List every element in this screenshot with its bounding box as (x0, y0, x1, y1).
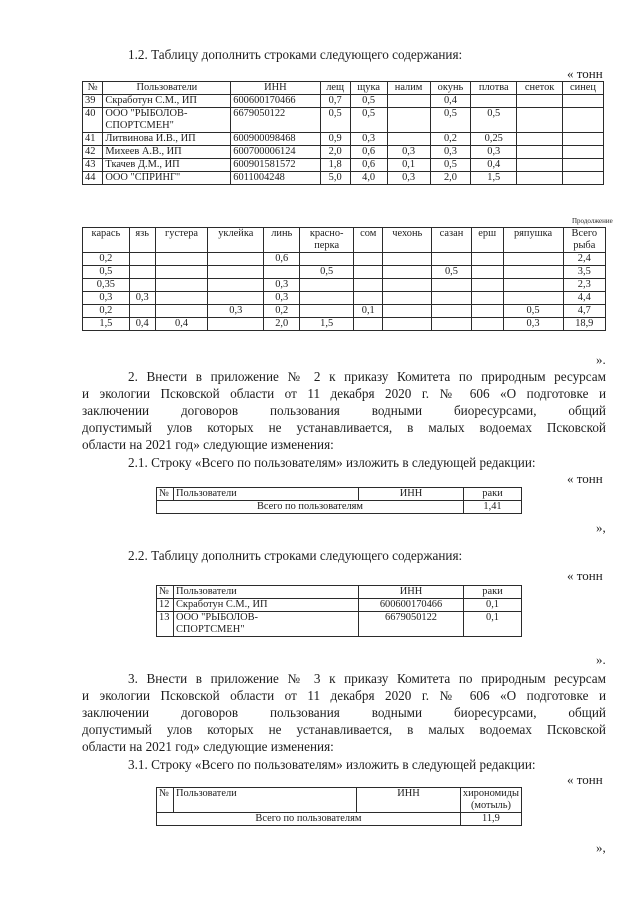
section-heading: 1.2. Таблицу дополнить строками следующего содержания: (128, 47, 463, 62)
table-cell (383, 305, 432, 318)
paragraph-line: допустимый улов которых не устанавливается, в малых водоемах Псковской (82, 420, 606, 435)
table-cell: 1,5 (300, 318, 354, 331)
table-row (83, 253, 606, 266)
table-cell: 42 (83, 146, 103, 159)
table-cell: 13 (157, 612, 174, 637)
table-cell (129, 279, 155, 292)
table-cell (354, 253, 383, 266)
table-cell: 0,5 (320, 108, 350, 133)
column-header: окунь (430, 82, 471, 95)
table-cell (300, 305, 354, 318)
table-cell (383, 292, 432, 305)
table-row (83, 133, 604, 146)
th-value: хирономиды (мотыль) (460, 788, 521, 813)
table-cell (129, 253, 155, 266)
table-cell: 600901581572 (231, 159, 320, 172)
table-cell: 43 (83, 159, 103, 172)
table-cell: 0,3 (387, 146, 430, 159)
table-cell: 0,5 (300, 266, 354, 279)
table-cell (208, 266, 264, 279)
table-cell (471, 279, 503, 292)
th-value: раки (464, 488, 522, 501)
table-cell: 2,0 (320, 146, 350, 159)
table-cell: Ткачев Д.М., ИП (103, 159, 231, 172)
column-header: язь (129, 228, 155, 253)
table-cell (432, 279, 472, 292)
table-cell: 0,1 (464, 599, 522, 612)
table-cell: 4,4 (563, 292, 605, 305)
table-cell (155, 305, 208, 318)
total-label: Всего по пользователям (157, 813, 461, 826)
table-cell (155, 253, 208, 266)
table-cell: 600900098468 (231, 133, 320, 146)
table-cell: 0,5 (83, 266, 130, 279)
table-cell (517, 95, 563, 108)
th-inn: ИНН (357, 788, 461, 813)
table-cell (432, 292, 472, 305)
table-cell (503, 292, 563, 305)
table-cell (432, 305, 472, 318)
table-cell: 0,2 (430, 133, 471, 146)
table-row (83, 279, 606, 292)
table-cell (562, 133, 603, 146)
table-row (83, 159, 604, 172)
table-cell: 0,5 (430, 108, 471, 133)
table-cell: 1,8 (320, 159, 350, 172)
section-heading: 2.2. Таблицу дополнить строками следующего содержания: (128, 548, 463, 563)
table-cell (383, 253, 432, 266)
th-users: Пользователи (174, 488, 359, 501)
table-cell: Литвинова И.В., ИП (103, 133, 231, 146)
table-cell: 1,5 (471, 172, 517, 185)
table-cell (354, 266, 383, 279)
table-cell: 0,4 (471, 159, 517, 172)
table-cell (517, 108, 563, 133)
quote-end: ». (596, 652, 606, 667)
table-cell (354, 318, 383, 331)
quote-end: ». (596, 352, 606, 367)
table-cell: 0,4 (430, 95, 471, 108)
table-row (83, 318, 606, 331)
th-no: № (157, 788, 174, 813)
table-cell: 0,3 (387, 172, 430, 185)
table-cell (503, 253, 563, 266)
column-header: красно- перка (300, 228, 354, 253)
table-cell (264, 266, 300, 279)
unit-label: « тонн (567, 772, 603, 787)
table-cell (471, 266, 503, 279)
paragraph-line: и экологии Псковской области от 11 декабря 2020 г. № 606 «О подготовке и (82, 386, 606, 401)
table-cell: 0,2 (83, 253, 130, 266)
column-header: ерш (471, 228, 503, 253)
paragraph-line: допустимый улов которых не устанавливается, в малых водоемах Псковской (82, 722, 606, 737)
table-cell (208, 279, 264, 292)
fish-table-part-b (82, 227, 606, 331)
table-cell: 0,5 (350, 95, 387, 108)
table-cell (471, 318, 503, 331)
table-cell: 0,3 (503, 318, 563, 331)
table-cell: 0,9 (320, 133, 350, 146)
table-cell: 0,5 (430, 159, 471, 172)
table-2-2 (156, 585, 522, 637)
column-header: карась (83, 228, 130, 253)
table-cell (300, 279, 354, 292)
th-inn: ИНН (359, 488, 464, 501)
table-row (157, 599, 522, 612)
paragraph-line: 3. Внести в приложение № 3 к приказу Комитета по природным ресурсам (128, 671, 606, 686)
table-cell (208, 292, 264, 305)
table-cell: 0,5 (350, 108, 387, 133)
paragraph-line: и экологии Псковской области от 11 декабря 2020 г. № 606 «О подготовке и (82, 688, 606, 703)
table-cell: 600700006124 (231, 146, 320, 159)
table-3-1 (156, 787, 522, 826)
table-row (157, 612, 522, 637)
table-row (83, 266, 606, 279)
table-cell (129, 305, 155, 318)
table-row (83, 172, 604, 185)
table-cell: ООО "СПРИНГ" (103, 172, 231, 185)
column-header: ИНН (359, 586, 464, 599)
table-cell (208, 318, 264, 331)
table-cell (562, 146, 603, 159)
table-cell (387, 95, 430, 108)
table-cell (517, 172, 563, 185)
table-cell (383, 266, 432, 279)
column-header: плотва (471, 82, 517, 95)
table-cell: ООО "РЫБОЛОВ- СПОРТСМЕН" (103, 108, 231, 133)
column-header: Всего рыба (563, 228, 605, 253)
subsection-3-1: 3.1. Строку «Всего по пользователям» изложить в следующей редакции: (128, 757, 536, 772)
table-cell (354, 292, 383, 305)
table-cell: 41 (83, 133, 103, 146)
table-cell: 0,3 (264, 279, 300, 292)
table-cell (300, 253, 354, 266)
table-cell (155, 266, 208, 279)
table-cell: 1,5 (83, 318, 130, 331)
table-cell: 40 (83, 108, 103, 133)
table-cell (387, 133, 430, 146)
table-cell: 0,4 (155, 318, 208, 331)
unit-label: « тонн (567, 66, 603, 81)
column-header: ИНН (231, 82, 320, 95)
table-cell: 12 (157, 599, 174, 612)
table-cell: 2,0 (430, 172, 471, 185)
total-value: 11,9 (460, 813, 521, 826)
total-label: Всего по пользователям (157, 501, 464, 514)
column-header: синец (562, 82, 603, 95)
table-2-1 (156, 487, 522, 514)
table-cell: 0,7 (320, 95, 350, 108)
table-cell: 0,4 (129, 318, 155, 331)
table-cell (503, 266, 563, 279)
column-header: уклейка (208, 228, 264, 253)
table-row (83, 95, 604, 108)
th-users: Пользователи (173, 788, 356, 813)
table-cell: 0,25 (471, 133, 517, 146)
unit-label: « тонн (567, 471, 603, 486)
paragraph-line: 2. Внести в приложение № 2 к приказу Комитета по природным ресурсам (128, 369, 606, 384)
table-cell: 0,2 (83, 305, 130, 318)
table-cell: 600600170466 (231, 95, 320, 108)
table-cell (354, 279, 383, 292)
table-cell (517, 159, 563, 172)
table-cell (155, 292, 208, 305)
table-cell (562, 108, 603, 133)
table-cell (471, 253, 503, 266)
table-cell: 0,3 (471, 146, 517, 159)
column-header: густера (155, 228, 208, 253)
total-value: 1,41 (464, 501, 522, 514)
table-cell: 0,35 (83, 279, 130, 292)
table-cell: 0,3 (350, 133, 387, 146)
column-header: налим (387, 82, 430, 95)
table-cell: 0,1 (387, 159, 430, 172)
table-cell: ООО "РЫБОЛОВ- СПОРТСМЕН" (174, 612, 359, 637)
table-cell: 44 (83, 172, 103, 185)
table-cell (471, 292, 503, 305)
table-cell (129, 266, 155, 279)
table-cell: Скработун С.М., ИП (103, 95, 231, 108)
column-header: сазан (432, 228, 472, 253)
quote-end: », (596, 520, 606, 535)
column-header: снеток (517, 82, 563, 95)
table-cell: 6679050122 (359, 612, 464, 637)
table-row (83, 108, 604, 133)
table-cell: 2,0 (264, 318, 300, 331)
table-cell (383, 318, 432, 331)
table-cell: 18,9 (563, 318, 605, 331)
table-cell: Михеев А.В., ИП (103, 146, 231, 159)
paragraph-line: заключении договоров пользования водными биоресурсами, общий (82, 403, 606, 418)
paragraph-line: заключении договоров пользования водными биоресурсами, общий (82, 705, 606, 720)
column-header: раки (464, 586, 522, 599)
paragraph-3 (82, 670, 606, 755)
th-no: № (157, 488, 174, 501)
table-cell (387, 108, 430, 133)
table-cell: 6011004248 (231, 172, 320, 185)
table-cell: 5,0 (320, 172, 350, 185)
table-cell: 4,7 (563, 305, 605, 318)
continuation-label: Продолжение (572, 217, 613, 225)
column-header: Пользователи (174, 586, 359, 599)
table-cell: 6679050122 (231, 108, 320, 133)
table-cell: Скработун С.М., ИП (174, 599, 359, 612)
table-cell: 2,3 (563, 279, 605, 292)
column-header: линь (264, 228, 300, 253)
table-cell: 0,1 (464, 612, 522, 637)
table-cell: 0,3 (208, 305, 264, 318)
table-cell (517, 146, 563, 159)
quote-end: », (596, 840, 606, 855)
table-cell (300, 292, 354, 305)
table-cell: 4,0 (350, 172, 387, 185)
column-header: сом (354, 228, 383, 253)
table-cell (208, 253, 264, 266)
table-cell: 3,5 (563, 266, 605, 279)
table-cell: 0,3 (264, 292, 300, 305)
table-cell (517, 133, 563, 146)
fish-table-part-a (82, 81, 604, 185)
table-cell (471, 95, 517, 108)
table-cell: 0,6 (350, 159, 387, 172)
table-cell (432, 253, 472, 266)
table-cell: 0,6 (264, 253, 300, 266)
column-header: щука (350, 82, 387, 95)
table-header-row (157, 586, 522, 599)
table-cell: 600600170466 (359, 599, 464, 612)
table-cell (383, 279, 432, 292)
table-cell: 0,6 (350, 146, 387, 159)
table-cell: 0,5 (471, 108, 517, 133)
table-cell: 0,5 (432, 266, 472, 279)
table-header-row (83, 228, 606, 253)
column-header: лещ (320, 82, 350, 95)
table-cell (562, 95, 603, 108)
table-row (83, 305, 606, 318)
column-header: чехонь (383, 228, 432, 253)
table-cell (432, 318, 472, 331)
column-header: № (157, 586, 174, 599)
table-header-row (83, 82, 604, 95)
table-cell: 0,1 (354, 305, 383, 318)
table-cell (471, 305, 503, 318)
table-cell: 0,2 (264, 305, 300, 318)
table-cell: 0,3 (83, 292, 130, 305)
paragraph-line: области на 2021 год» следующие изменения: (82, 739, 334, 754)
paragraph-line: области на 2021 год» следующие изменения: (82, 437, 334, 452)
table-cell: 39 (83, 95, 103, 108)
table-row (83, 292, 606, 305)
column-header: Пользователи (103, 82, 231, 95)
table-cell: 2,4 (563, 253, 605, 266)
subsection-2-1: 2.1. Строку «Всего по пользователям» изложить в следующей редакции: (128, 455, 536, 470)
unit-label: « тонн (567, 568, 603, 583)
paragraph-2 (82, 368, 606, 453)
table-row (83, 146, 604, 159)
table-cell (562, 172, 603, 185)
column-header: ряпушка (503, 228, 563, 253)
table-cell (562, 159, 603, 172)
table-cell: 0,3 (129, 292, 155, 305)
table-cell (155, 279, 208, 292)
table-cell: 0,5 (503, 305, 563, 318)
table-cell (503, 279, 563, 292)
column-header: № (83, 82, 103, 95)
table-cell: 0,3 (430, 146, 471, 159)
